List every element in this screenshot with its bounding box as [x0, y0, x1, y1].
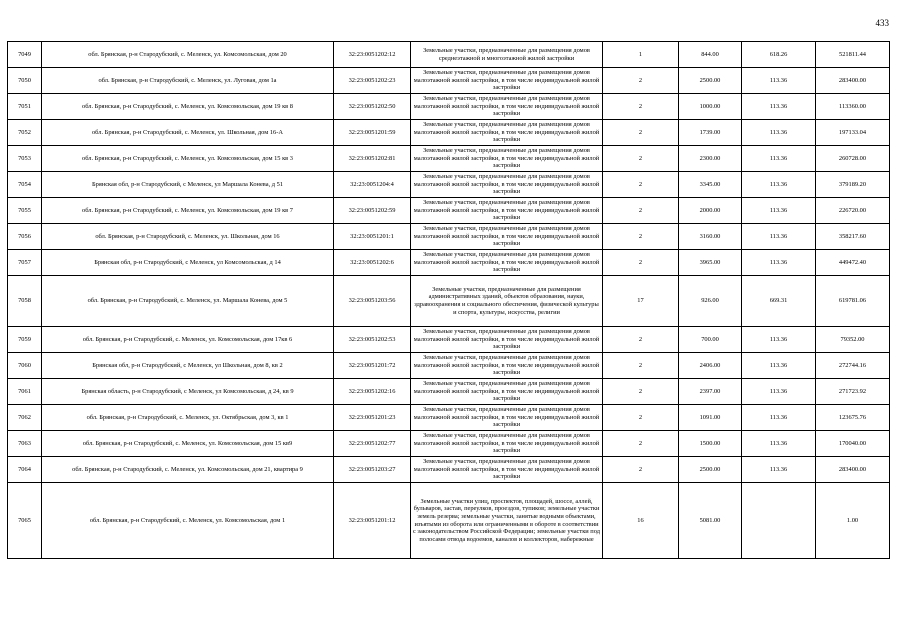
address-cell: обл. Брянская, р-н Стародубский, с. Меленск, ул. Комсомольская, дом 21, квартира 9 [42, 457, 334, 483]
address-cell: обл. Брянская, р-н Стародубский, с. Меленск, ул. Маршала Конева, дом 5 [42, 276, 334, 327]
area-cell: 700.00 [679, 327, 742, 353]
use-group-cell: 2 [603, 457, 679, 483]
row-number-cell: 7052 [8, 120, 42, 146]
cadastral-value-cell: 226720.00 [816, 198, 890, 224]
cadastral-number-cell: 32:23:0051202:23 [334, 68, 411, 94]
address-cell: обл. Брянская, р-н Стародубский, с. Меленск, ул. Луговая, дом 1а [42, 68, 334, 94]
land-use-cell: Земельные участки, предназначенные для размещения домов малоэтажной жилой застройки, в том числе индивидуальной жилой застройки [411, 68, 603, 94]
row-number-cell: 7062 [8, 405, 42, 431]
table-row [8, 146, 890, 172]
table-row [8, 276, 890, 327]
specific-value-cell: 113.36 [742, 327, 816, 353]
row-number-cell: 7065 [8, 483, 42, 559]
cadastral-value-cell: 619781.06 [816, 276, 890, 327]
row-number-cell: 7061 [8, 379, 42, 405]
address-cell: Брянская область, р-н Стародубский, с Меленск, ул Комсомольская, д 24, кв 9 [42, 379, 334, 405]
address-cell: обл. Брянская, р-н Стародубский, с. Меленск, ул. Комсомольская, дом 15 кв9 [42, 431, 334, 457]
specific-value-cell: 113.36 [742, 250, 816, 276]
specific-value-cell: 113.36 [742, 198, 816, 224]
specific-value-cell: 113.36 [742, 120, 816, 146]
specific-value-cell: 113.36 [742, 172, 816, 198]
cadastral-number-cell: 32:23:0051203:27 [334, 457, 411, 483]
area-cell: 5081.00 [679, 483, 742, 559]
table-row [8, 120, 890, 146]
cadastral-value-cell: 283400.00 [816, 68, 890, 94]
use-group-cell: 17 [603, 276, 679, 327]
cadastral-value-cell: 449472.40 [816, 250, 890, 276]
specific-value-cell: 113.36 [742, 431, 816, 457]
cadastral-value-cell: 271723.92 [816, 379, 890, 405]
specific-value-cell: 113.36 [742, 353, 816, 379]
address-cell: обл. Брянская, р-н Стародубский, с. Меленск, ул. Комсомольская, дом 20 [42, 42, 334, 68]
address-cell: обл. Брянская, р-н Стародубский, с. Меленск, ул. Октябрьская, дом 3, кв 1 [42, 405, 334, 431]
area-cell: 2000.00 [679, 198, 742, 224]
table-row [8, 224, 890, 250]
land-registry-table [7, 41, 890, 559]
cadastral-number-cell: 32:23:0051201:12 [334, 483, 411, 559]
land-use-cell: Земельные участки, предназначенные для размещения домов малоэтажной жилой застройки, в том числе индивидуальной жилой застройки [411, 353, 603, 379]
cadastral-number-cell: 32:23:0051203:56 [334, 276, 411, 327]
table-row [8, 172, 890, 198]
use-group-cell: 2 [603, 405, 679, 431]
cadastral-number-cell: 32:23:0051202:6 [334, 250, 411, 276]
specific-value-cell: 113.36 [742, 146, 816, 172]
cadastral-number-cell: 32:23:0051204:4 [334, 172, 411, 198]
area-cell: 1091.00 [679, 405, 742, 431]
area-cell: 2406.00 [679, 353, 742, 379]
cadastral-number-cell: 32:23:0051201:1 [334, 224, 411, 250]
cadastral-value-cell: 272744.16 [816, 353, 890, 379]
row-number-cell: 7059 [8, 327, 42, 353]
use-group-cell: 2 [603, 327, 679, 353]
use-group-cell: 2 [603, 431, 679, 457]
use-group-cell: 2 [603, 250, 679, 276]
address-cell: обл. Брянская, р-н Стародубский, с. Меленск, ул. Школьная, дом 16-А [42, 120, 334, 146]
area-cell: 1500.00 [679, 431, 742, 457]
row-number-cell: 7055 [8, 198, 42, 224]
land-use-cell: Земельные участки, предназначенные для размещения домов среднеэтажной и многоэтажной жилой застройки [411, 42, 603, 68]
specific-value-cell: 618.26 [742, 42, 816, 68]
row-number-cell: 7063 [8, 431, 42, 457]
table-row [8, 353, 890, 379]
area-cell: 3160.00 [679, 224, 742, 250]
cadastral-number-cell: 32:23:0051201:59 [334, 120, 411, 146]
land-use-cell: Земельные участки, предназначенные для размещения домов малоэтажной жилой застройки, в том числе индивидуальной жилой застройки [411, 327, 603, 353]
area-cell: 1739.00 [679, 120, 742, 146]
cadastral-number-cell: 32:23:0051201:23 [334, 405, 411, 431]
address-cell: обл. Брянская, р-н Стародубский, с. Меленск, ул. Комсомольская, дом 1 [42, 483, 334, 559]
land-use-cell: Земельные участки, предназначенные для размещения домов малоэтажной жилой застройки, в том числе индивидуальной жилой застройки [411, 94, 603, 120]
use-group-cell: 2 [603, 198, 679, 224]
use-group-cell: 2 [603, 146, 679, 172]
area-cell: 2500.00 [679, 68, 742, 94]
area-cell: 2397.00 [679, 379, 742, 405]
address-cell: обл. Брянская, р-н Стародубский, с. Меленск, ул. Комсомольская, дом 19 кв 8 [42, 94, 334, 120]
table-row [8, 379, 890, 405]
specific-value-cell: 113.36 [742, 457, 816, 483]
table-row [8, 250, 890, 276]
row-number-cell: 7053 [8, 146, 42, 172]
land-use-cell: Земельные участки, предназначенные для размещения домов малоэтажной жилой застройки, в том числе индивидуальной жилой застройки [411, 431, 603, 457]
address-cell: обл. Брянская, р-н Стародубский, с. Меленск, ул. Комсомольская, дом 17кв 6 [42, 327, 334, 353]
land-use-cell: Земельные участки, предназначенные для размещения домов малоэтажной жилой застройки, в том числе индивидуальной жилой застройки [411, 250, 603, 276]
row-number-cell: 7050 [8, 68, 42, 94]
cadastral-value-cell: 358217.60 [816, 224, 890, 250]
row-number-cell: 7054 [8, 172, 42, 198]
cadastral-number-cell: 32:23:0051202:59 [334, 198, 411, 224]
address-cell: Брянская обл, р-н Стародубский, с Меленск, ул Комсомольская, д 14 [42, 250, 334, 276]
area-cell: 844.00 [679, 42, 742, 68]
land-use-cell: Земельные участки, предназначенные для размещения административных зданий, объектов образования, науки, здравоохранения и социального обеспечения, физической культуры и спорта, культуры, искусства, религии [411, 276, 603, 327]
use-group-cell: 16 [603, 483, 679, 559]
use-group-cell: 1 [603, 42, 679, 68]
row-number-cell: 7057 [8, 250, 42, 276]
use-group-cell: 2 [603, 120, 679, 146]
land-use-cell: Земельные участки, предназначенные для размещения домов малоэтажной жилой застройки, в том числе индивидуальной жилой застройки [411, 198, 603, 224]
table-row [8, 327, 890, 353]
land-use-cell: Земельные участки, предназначенные для размещения домов малоэтажной жилой застройки, в том числе индивидуальной жилой застройки [411, 379, 603, 405]
land-use-cell: Земельные участки, предназначенные для размещения домов малоэтажной жилой застройки, в том числе индивидуальной жилой застройки [411, 146, 603, 172]
cadastral-number-cell: 32:23:0051202:16 [334, 379, 411, 405]
use-group-cell: 2 [603, 353, 679, 379]
specific-value-cell: 113.36 [742, 379, 816, 405]
address-cell: обл. Брянская, р-н Стародубский, с. Меленск, ул. Комсомольская, дом 19 кв 7 [42, 198, 334, 224]
address-cell: обл. Брянская, р-н Стародубский, с. Меленск, ул. Комсомольская, дом 15 кв 3 [42, 146, 334, 172]
page-number: 433 [875, 18, 889, 28]
land-use-cell: Земельные участки, предназначенные для размещения домов малоэтажной жилой застройки, в том числе индивидуальной жилой застройки [411, 224, 603, 250]
area-cell: 2300.00 [679, 146, 742, 172]
cadastral-value-cell: 79352.00 [816, 327, 890, 353]
row-number-cell: 7058 [8, 276, 42, 327]
table-row [8, 94, 890, 120]
cadastral-value-cell: 1.00 [816, 483, 890, 559]
cadastral-value-cell: 123675.76 [816, 405, 890, 431]
table-row [8, 483, 890, 559]
cadastral-value-cell: 260728.00 [816, 146, 890, 172]
address-cell: Брянская обл, р-н Стародубский, с Меленск, ул Школьная, дом 8, кв 2 [42, 353, 334, 379]
table-row [8, 42, 890, 68]
land-use-cell: Земельные участки, предназначенные для размещения домов малоэтажной жилой застройки, в том числе индивидуальной жилой застройки [411, 457, 603, 483]
area-cell: 2500.00 [679, 457, 742, 483]
land-use-cell: Земельные участки, предназначенные для размещения домов малоэтажной жилой застройки, в том числе индивидуальной жилой застройки [411, 405, 603, 431]
specific-value-cell: 113.36 [742, 405, 816, 431]
use-group-cell: 2 [603, 379, 679, 405]
cadastral-value-cell: 521811.44 [816, 42, 890, 68]
table-row [8, 405, 890, 431]
area-cell: 3965.00 [679, 250, 742, 276]
land-use-cell: Земельные участки улиц, проспектов, площадей, шоссе, аллей, бульваров, застав, переулков, проездов, тупиков; земельные участки земель резерва; земельные участки, занятые водными объектами, изъятыми из оборота или ограниченными в обороте в соответствии с законодательством Российской Федерации; земельные участки под полосами отвода водоемов, каналов и коллекторов, набережные [411, 483, 603, 559]
cadastral-value-cell: 283400.00 [816, 457, 890, 483]
address-cell: обл. Брянская, р-н Стародубский, с. Меленск, ул. Школьная, дом 16 [42, 224, 334, 250]
specific-value-cell: 113.36 [742, 224, 816, 250]
area-cell: 926.00 [679, 276, 742, 327]
cadastral-number-cell: 32:23:0051202:50 [334, 94, 411, 120]
cadastral-value-cell: 197133.04 [816, 120, 890, 146]
row-number-cell: 7064 [8, 457, 42, 483]
cadastral-value-cell: 113360.00 [816, 94, 890, 120]
area-cell: 1000.00 [679, 94, 742, 120]
address-cell: Брянская обл, р-н Стародубский, с Меленск, ул Маршала Конева, д 51 [42, 172, 334, 198]
cadastral-value-cell: 379189.20 [816, 172, 890, 198]
use-group-cell: 2 [603, 224, 679, 250]
row-number-cell: 7049 [8, 42, 42, 68]
land-use-cell: Земельные участки, предназначенные для размещения домов малоэтажной жилой застройки, в том числе индивидуальной жилой застройки [411, 120, 603, 146]
cadastral-number-cell: 32:23:0051202:81 [334, 146, 411, 172]
use-group-cell: 2 [603, 68, 679, 94]
row-number-cell: 7051 [8, 94, 42, 120]
cadastral-number-cell: 32:23:0051202:77 [334, 431, 411, 457]
area-cell: 3345.00 [679, 172, 742, 198]
cadastral-number-cell: 32:23:0051202:12 [334, 42, 411, 68]
land-use-cell: Земельные участки, предназначенные для размещения домов малоэтажной жилой застройки, в том числе индивидуальной жилой застройки [411, 172, 603, 198]
table-row [8, 457, 890, 483]
use-group-cell: 2 [603, 94, 679, 120]
table-row [8, 68, 890, 94]
specific-value-cell: 113.36 [742, 94, 816, 120]
row-number-cell: 7056 [8, 224, 42, 250]
table-row [8, 431, 890, 457]
specific-value-cell: 113.36 [742, 68, 816, 94]
use-group-cell: 2 [603, 172, 679, 198]
row-number-cell: 7060 [8, 353, 42, 379]
cadastral-value-cell: 170040.00 [816, 431, 890, 457]
table-row [8, 198, 890, 224]
cadastral-number-cell: 32:23:0051201:72 [334, 353, 411, 379]
cadastral-number-cell: 32:23:0051202:53 [334, 327, 411, 353]
specific-value-cell [742, 483, 816, 559]
specific-value-cell: 669.31 [742, 276, 816, 327]
